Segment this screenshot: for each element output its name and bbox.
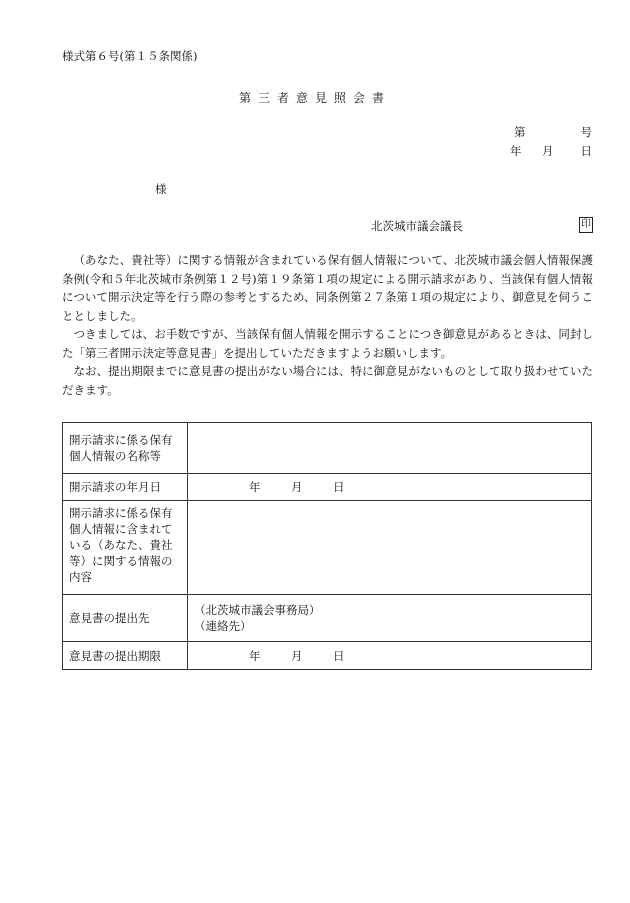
row-value-info-content xyxy=(188,501,592,595)
table-row xyxy=(63,642,592,670)
date-month-label: 月 xyxy=(542,144,554,158)
request-year-label: 年 xyxy=(249,480,261,494)
body-text xyxy=(62,251,593,399)
document-number-row xyxy=(510,125,592,144)
body-paragraph-3: なお、提出期限までに意見書の提出がない場合には、特に御意見がないものとして取り扱わせていただきます。 xyxy=(62,364,593,397)
document-number-block xyxy=(510,125,592,163)
row-label-request-date: 開示請求の年月日 xyxy=(63,474,188,501)
number-suffix: 号 xyxy=(580,125,592,139)
table-row xyxy=(63,474,592,501)
body-paragraph-2: つきましては、お手数ですが、当該保有個人情報を開示することにつき御意見があるときは、同封した「第三者開示決定等意見書」を提出していただきますようお願いします。 xyxy=(62,327,593,360)
addressee-honorific: 様 xyxy=(155,182,167,196)
row-value-info-name xyxy=(188,423,592,474)
row-label-submission-deadline: 意見書の提出期限 xyxy=(63,642,188,670)
row-value-submission-place xyxy=(188,595,592,642)
seal-mark: 印 xyxy=(579,217,593,233)
sender-name: 北茨城市議会議長 xyxy=(371,219,463,233)
request-month-label: 月 xyxy=(291,480,303,494)
deadline-month-label: 月 xyxy=(291,648,303,663)
row-label-info-name: 開示請求に係る保有個人情報の名称等 xyxy=(63,423,188,474)
request-day-label: 日 xyxy=(333,480,345,494)
date-day-label: 日 xyxy=(580,144,592,158)
row-value-submission-deadline xyxy=(188,642,592,670)
table-row xyxy=(63,595,592,642)
number-prefix: 第 xyxy=(514,125,526,139)
table-row xyxy=(63,423,592,474)
info-table xyxy=(62,422,592,670)
row-label-submission-place: 意見書の提出先 xyxy=(63,595,188,642)
body-paragraph-1: （あなた、貴社等）に関する情報が含まれている保有個人情報について、北茨城市議会個人情報保護条例(令和５年北茨城市条例第１２号)第１９条第１項の規定による開示請求があり、当該保有個人情報について開示決定等を行う際の参考とするため、同条例第２７条第１項の規定により、御意見を伺うこととしました。 xyxy=(62,253,593,323)
document-date-row xyxy=(510,144,592,163)
submission-office: （北茨城市議会事務局） xyxy=(194,603,321,617)
submission-contact: （連絡先） xyxy=(194,619,252,633)
document-title: 第三者意見照会書 xyxy=(238,91,391,105)
row-value-request-date xyxy=(188,474,592,501)
deadline-year-label: 年 xyxy=(249,648,261,663)
date-year-label: 年 xyxy=(510,144,522,158)
deadline-day-label: 日 xyxy=(333,648,345,663)
row-label-info-content: 開示請求に係る保有個人情報に含まれている（あなた、貴社等）に関する情報の内容 xyxy=(63,501,188,595)
form-number: 様式第６号(第１５条関係) xyxy=(62,49,198,63)
table-row xyxy=(63,501,592,595)
